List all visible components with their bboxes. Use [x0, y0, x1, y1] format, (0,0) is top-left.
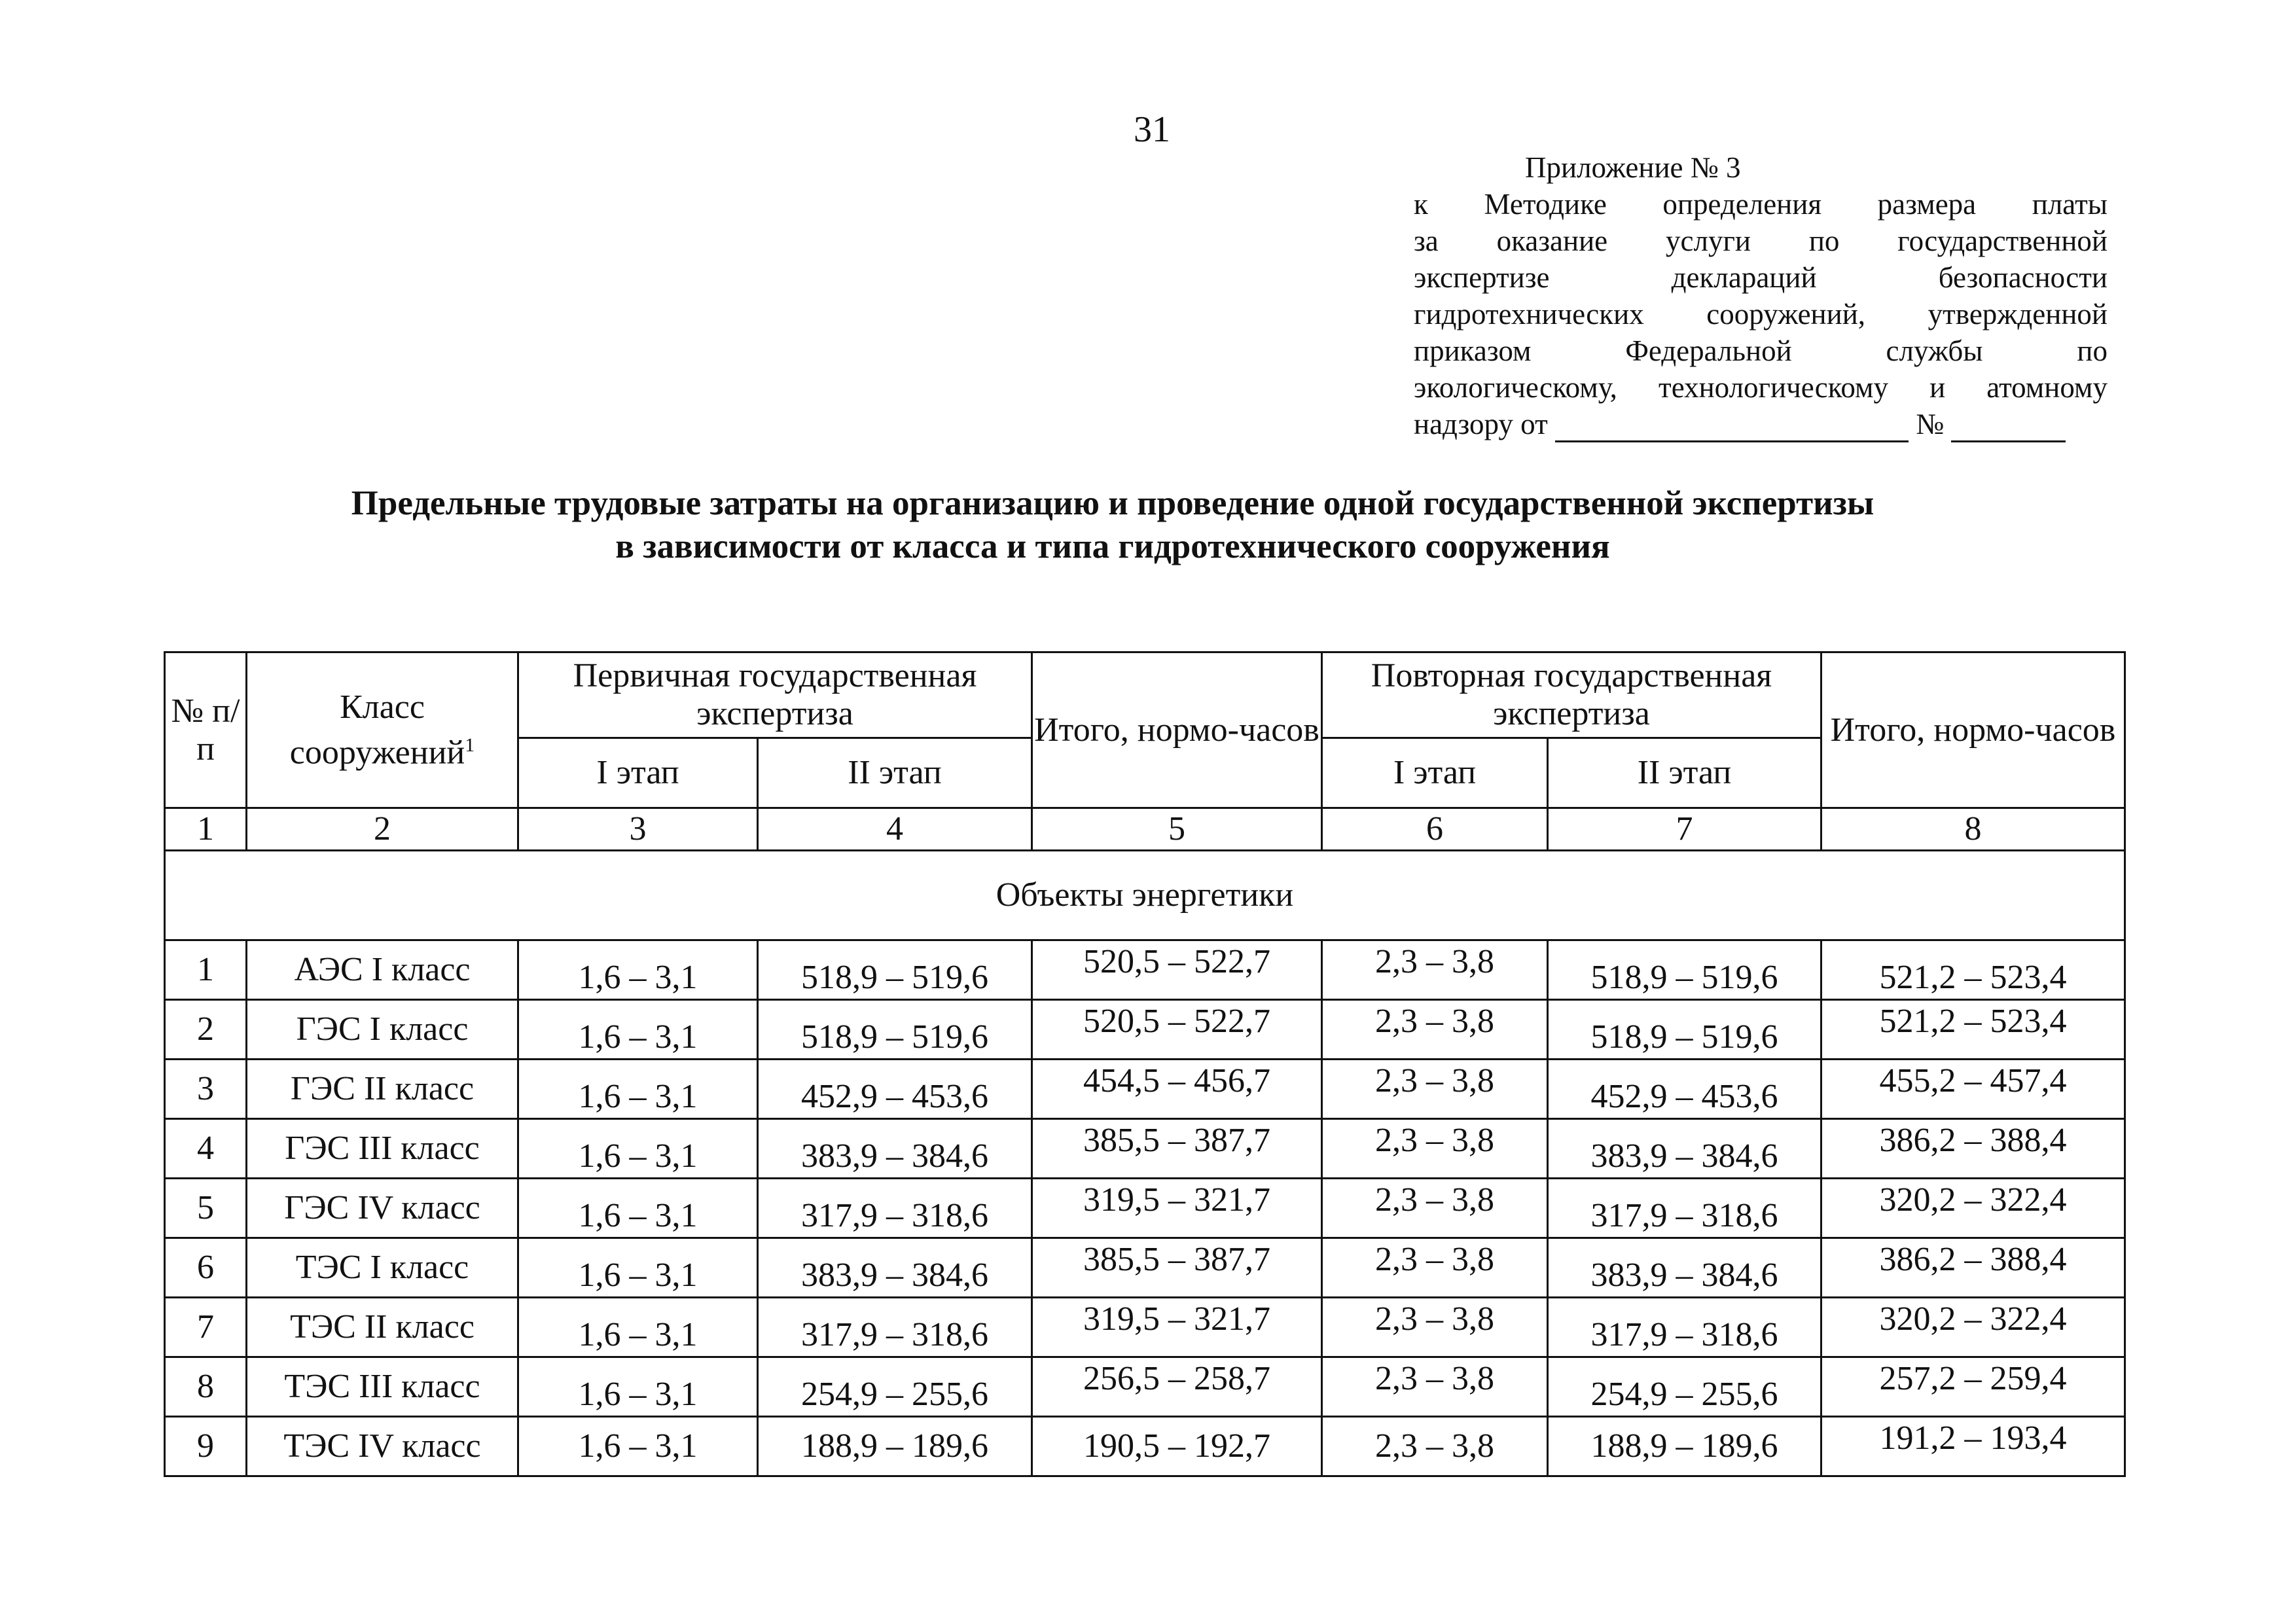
row-repeat-stage1: 2,3 – 3,8 — [1322, 940, 1548, 1000]
order-date-blank — [1555, 412, 1909, 442]
row-primary-stage2: 317,9 – 318,6 — [758, 1179, 1032, 1238]
row-repeat-total: 257,2 – 259,4 — [1821, 1357, 2125, 1417]
row-class: ТЭС I класс — [247, 1238, 518, 1298]
row-repeat-stage1: 2,3 – 3,8 — [1322, 1119, 1548, 1179]
col-number: 4 — [758, 808, 1032, 851]
row-repeat-stage1: 2,3 – 3,8 — [1322, 1357, 1548, 1417]
row-primary-stage1: 1,6 – 3,1 — [518, 1000, 758, 1060]
order-date-label: надзору от — [1414, 408, 1555, 440]
header-repeat-stage2: II этап — [1548, 738, 1821, 808]
row-repeat-total: 320,2 – 322,4 — [1821, 1298, 2125, 1357]
header-num: № п/п — [165, 652, 247, 808]
row-primary-stage1: 1,6 – 3,1 — [518, 1238, 758, 1298]
order-number-label: № — [1909, 408, 1952, 440]
row-repeat-stage1: 2,3 – 3,8 — [1322, 1238, 1548, 1298]
row-primary-total: 256,5 – 258,7 — [1032, 1357, 1322, 1417]
row-primary-stage1: 1,6 – 3,1 — [518, 1119, 758, 1179]
header-total-primary: Итого, нормо-часов — [1032, 652, 1322, 808]
row-primary-total: 520,5 – 522,7 — [1032, 1000, 1322, 1060]
row-primary-stage2: 317,9 – 318,6 — [758, 1298, 1032, 1357]
header-primary-stage2: II этап — [758, 738, 1032, 808]
row-number: 1 — [165, 940, 247, 1000]
row-number: 9 — [165, 1417, 247, 1476]
row-repeat-stage2: 188,9 – 189,6 — [1548, 1417, 1821, 1476]
row-primary-stage2: 188,9 – 189,6 — [758, 1417, 1032, 1476]
row-number: 3 — [165, 1060, 247, 1119]
row-repeat-stage2: 452,9 – 453,6 — [1548, 1060, 1821, 1119]
appendix-line: за оказание услуги по государственной — [1414, 224, 2108, 257]
row-primary-total: 385,5 – 387,7 — [1032, 1119, 1322, 1179]
appendix-block — [1414, 149, 2108, 442]
header-class — [247, 652, 518, 808]
document-title — [196, 482, 2029, 568]
row-primary-stage2: 452,9 – 453,6 — [758, 1060, 1032, 1119]
col-number: 1 — [165, 808, 247, 851]
row-class: ТЭС IV класс — [247, 1417, 518, 1476]
row-primary-stage2: 254,9 – 255,6 — [758, 1357, 1032, 1417]
appendix-last-line — [1414, 406, 2108, 442]
row-repeat-stage2: 518,9 – 519,6 — [1548, 1000, 1821, 1060]
row-repeat-stage1: 2,3 – 3,8 — [1322, 1298, 1548, 1357]
header-repeat: Повторная государственная экспертиза — [1322, 652, 1821, 738]
appendix-line: гидротехнических сооружений, утвержденной — [1414, 298, 2108, 330]
table-row — [165, 1238, 2125, 1298]
column-number-row — [165, 808, 2125, 851]
row-primary-total: 454,5 – 456,7 — [1032, 1060, 1322, 1119]
table-row — [165, 1357, 2125, 1417]
row-repeat-total: 386,2 – 388,4 — [1821, 1119, 2125, 1179]
header-primary: Первичная государственная экспертиза — [518, 652, 1032, 738]
row-repeat-stage1: 2,3 – 3,8 — [1322, 1000, 1548, 1060]
row-repeat-stage2: 383,9 – 384,6 — [1548, 1119, 1821, 1179]
row-primary-total: 319,5 – 321,7 — [1032, 1179, 1322, 1238]
row-primary-stage2: 383,9 – 384,6 — [758, 1119, 1032, 1179]
row-repeat-stage2: 254,9 – 255,6 — [1548, 1357, 1821, 1417]
col-number: 8 — [1821, 808, 2125, 851]
row-repeat-stage1: 2,3 – 3,8 — [1322, 1060, 1548, 1119]
row-primary-total: 520,5 – 522,7 — [1032, 940, 1322, 1000]
row-repeat-total: 191,2 – 193,4 — [1821, 1417, 2125, 1476]
header-repeat-stage1: I этап — [1322, 738, 1548, 808]
table-row — [165, 1179, 2125, 1238]
row-repeat-stage1: 2,3 – 3,8 — [1322, 1179, 1548, 1238]
row-repeat-stage1: 2,3 – 3,8 — [1322, 1417, 1548, 1476]
row-number: 4 — [165, 1119, 247, 1179]
row-primary-stage1: 1,6 – 3,1 — [518, 940, 758, 1000]
row-number: 2 — [165, 1000, 247, 1060]
appendix-title: Приложение № 3 — [1525, 151, 1741, 184]
row-number: 7 — [165, 1298, 247, 1357]
appendix-line: экологическому, технологическому и атомному — [1414, 371, 2108, 404]
table-row — [165, 1298, 2125, 1357]
row-class: ГЭС II класс — [247, 1060, 518, 1119]
row-class: ГЭС IV класс — [247, 1179, 518, 1238]
row-repeat-stage2: 317,9 – 318,6 — [1548, 1179, 1821, 1238]
table-row — [165, 940, 2125, 1000]
row-class: АЭС I класс — [247, 940, 518, 1000]
title-line-2: в зависимости от класса и типа гидротехнического сооружения — [615, 527, 1610, 565]
row-class: ГЭС I класс — [247, 1000, 518, 1060]
table-row — [165, 1000, 2125, 1060]
header-class-footnote: 1 — [465, 734, 475, 756]
row-repeat-total: 320,2 – 322,4 — [1821, 1179, 2125, 1238]
table-row — [165, 1417, 2125, 1476]
group-label: Объекты энергетики — [165, 851, 2125, 940]
row-class: ТЭС III класс — [247, 1357, 518, 1417]
row-primary-stage2: 518,9 – 519,6 — [758, 1000, 1032, 1060]
row-number: 6 — [165, 1238, 247, 1298]
order-number-blank — [1951, 412, 2066, 442]
row-class: ТЭС II класс — [247, 1298, 518, 1357]
row-primary-stage1: 1,6 – 3,1 — [518, 1417, 758, 1476]
col-number: 3 — [518, 808, 758, 851]
row-repeat-total: 455,2 – 457,4 — [1821, 1060, 2125, 1119]
appendix-line: приказом Федеральной службы по — [1414, 334, 2108, 367]
col-number: 5 — [1032, 808, 1322, 851]
col-number: 6 — [1322, 808, 1548, 851]
row-repeat-stage2: 383,9 – 384,6 — [1548, 1238, 1821, 1298]
row-primary-total: 319,5 – 321,7 — [1032, 1298, 1322, 1357]
row-primary-stage1: 1,6 – 3,1 — [518, 1179, 758, 1238]
row-primary-total: 385,5 – 387,7 — [1032, 1238, 1322, 1298]
header-class-label: Класс сооружений — [289, 688, 465, 772]
appendix-line: к Методике определения размера платы — [1414, 188, 2108, 221]
title-line-1: Предельные трудовые затраты на организацию и проведение одной государственной экспертизы — [351, 484, 1874, 522]
row-primary-stage2: 518,9 – 519,6 — [758, 940, 1032, 1000]
row-repeat-stage2: 518,9 – 519,6 — [1548, 940, 1821, 1000]
row-number: 5 — [165, 1179, 247, 1238]
col-number: 7 — [1548, 808, 1821, 851]
page-number: 31 — [1134, 109, 1170, 150]
header-total-repeat: Итого, нормо-часов — [1821, 652, 2125, 808]
row-repeat-total: 521,2 – 523,4 — [1821, 1000, 2125, 1060]
table-row — [165, 1060, 2125, 1119]
row-repeat-total: 386,2 – 388,4 — [1821, 1238, 2125, 1298]
col-number: 2 — [247, 808, 518, 851]
labor-costs-table — [164, 651, 2126, 1477]
row-repeat-total: 521,2 – 523,4 — [1821, 940, 2125, 1000]
row-primary-total: 190,5 – 192,7 — [1032, 1417, 1322, 1476]
row-repeat-stage2: 317,9 – 318,6 — [1548, 1298, 1821, 1357]
header-primary-stage1: I этап — [518, 738, 758, 808]
row-number: 8 — [165, 1357, 247, 1417]
row-class: ГЭС III класс — [247, 1119, 518, 1179]
row-primary-stage1: 1,6 – 3,1 — [518, 1060, 758, 1119]
row-primary-stage1: 1,6 – 3,1 — [518, 1298, 758, 1357]
row-primary-stage2: 383,9 – 384,6 — [758, 1238, 1032, 1298]
table-row — [165, 1119, 2125, 1179]
row-primary-stage1: 1,6 – 3,1 — [518, 1357, 758, 1417]
appendix-line: экспертизе деклараций безопасности — [1414, 261, 2108, 294]
